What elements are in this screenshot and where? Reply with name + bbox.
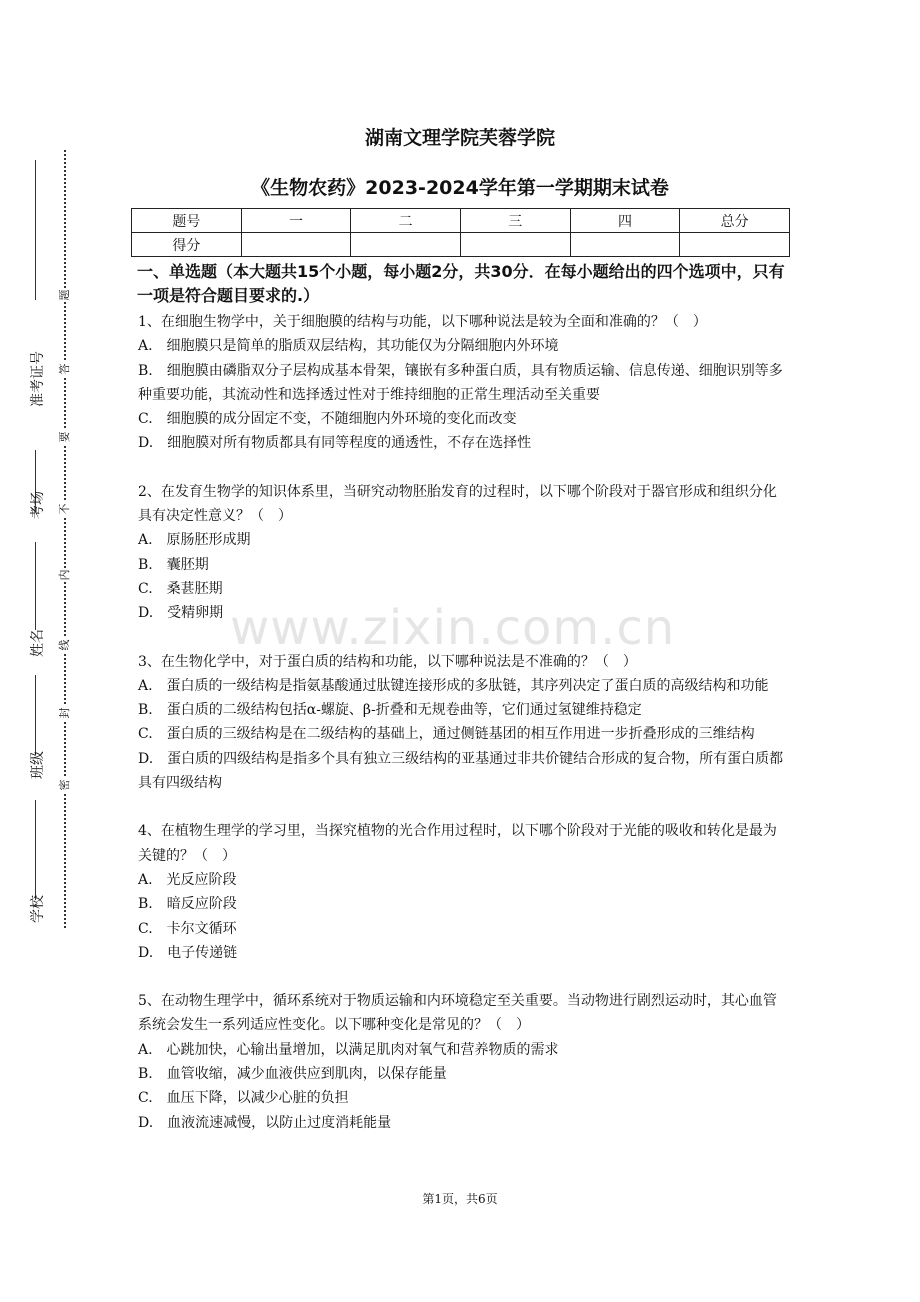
score-cell (680, 233, 790, 257)
sidebar-label-exam-room: 考场 (30, 491, 46, 519)
question-option: C. 蛋白质的三级结构是在二级结构的基础上，通过侧链基团的相互作用进一步折叠形成的三维结构 (138, 726, 755, 743)
question-option: D. 细胞膜对所有物质都具有同等程度的通透性，不存在选择性 (138, 435, 532, 452)
score-table-score-row (132, 233, 790, 257)
seal-char: 题 (58, 289, 71, 301)
question-option: A. 光反应阶段 (138, 871, 237, 888)
question-option: A. 细胞膜只是简单的脂质双层结构，其功能仅为分隔细胞内外环境 (138, 338, 559, 355)
school-title: 湖南文理学院芙蓉学院 (364, 127, 555, 149)
question-stem: 5、在动物生理学中，循环系统对于物质运输和内环境稳定至关重要。当动物进行剧烈运动时，其心血管系统会发生一系列适应性变化。以下哪种变化是常见的？（ ） (138, 993, 777, 1034)
question-option: C. 血压下降，以减少心脏的负担 (138, 1090, 349, 1107)
question (138, 650, 788, 796)
sidebar-label-name: 姓名 (30, 629, 46, 657)
binding-sidebar (0, 150, 80, 940)
score-cell (241, 233, 351, 257)
question-option: C. 桑葚胚期 (138, 580, 223, 597)
question-stem: 1、在细胞生物学中，关于细胞膜的结构与功能，以下哪种说法是较为全面和准确的？（ ） (138, 314, 707, 330)
score-cell: 二 (351, 209, 461, 233)
sidebar-label-class: 班级 (30, 751, 46, 779)
field-line (35, 675, 36, 755)
page-footer: 第1页，共6页 (422, 1192, 498, 1206)
question-option: A. 心跳加快，心输出量增加，以满足肌肉对氧气和营养物质的需求 (138, 1041, 559, 1058)
score-cell: 题号 (132, 209, 242, 233)
score-cell (460, 233, 570, 257)
question-option: C. 细胞膜的成分固定不变，不随细胞内外环境的变化而改变 (138, 411, 517, 428)
seal-line (64, 150, 66, 928)
score-cell: 四 (570, 209, 680, 233)
question-stem: 4、在植物生理学的学习里，当探究植物的光合作用过程时，以下哪个阶段对于光能的吸收和转化是最为关键的？（ ） (138, 823, 777, 864)
seal-char: 密 (58, 779, 71, 791)
section-heading: 一、单选题（本大题共15个小题，每小题2分，共30分．在每小题给出的四个选项中，只有一项是符合题目要求的.） (137, 262, 785, 305)
score-cell: 一 (241, 209, 351, 233)
score-cell: 三 (460, 209, 570, 233)
score-cell: 得分 (132, 233, 242, 257)
question-option: B. 血管收缩，减少血液供应到肌肉，以保存能量 (138, 1066, 447, 1083)
field-line (35, 800, 36, 900)
seal-char: 线 (58, 639, 71, 651)
score-table (131, 208, 790, 257)
question-option: B. 囊胚期 (138, 556, 209, 573)
score-cell: 总分 (680, 209, 790, 233)
question-stem: 2、在发育生物学的知识体系里，当研究动物胚胎发育的过程时，以下哪个阶段对于器官形成和组织分化具有决定性意义？（ ） (138, 483, 777, 525)
seal-char: 内 (58, 569, 71, 581)
question-stem: 3、在生物化学中，对于蛋白质的结构和功能，以下哪种说法是不准确的？（ ） (138, 653, 637, 670)
seal-char: 封 (58, 707, 71, 719)
sidebar-label-school: 学校 (30, 895, 46, 923)
question (138, 310, 788, 456)
seal-char: 答 (58, 363, 71, 375)
question-option: D. 受精卵期 (138, 605, 224, 622)
sidebar-label-exam-number: 准考证号 (30, 351, 46, 407)
watermark: www.zixin.com.cn (230, 600, 676, 656)
score-cell (351, 233, 461, 257)
exam-content (138, 260, 788, 1135)
question-option: D. 蛋白质的四级结构是指多个具有独立三级结构的亚基通过非共价键结合形成的复合物，所有蛋白质都具有四级结构 (138, 750, 784, 792)
score-cell (570, 233, 680, 257)
seal-char: 不 (58, 503, 71, 515)
exam-title: 《生物农药》2023-2024学年第一学期期末试卷 (251, 177, 669, 199)
question (138, 989, 788, 1135)
question-option: B. 蛋白质的二级结构包括α-螺旋、β-折叠和无规卷曲等，它们通过氢键维持稳定 (138, 702, 642, 719)
question-option: B. 细胞膜由磷脂双分子层构成基本骨架，镶嵌有多种蛋白质，具有物质运输、信息传递、细胞识别等多种重要功能，其流动性和选择透过性对于维持细胞的正常生理活动至关重要 (138, 362, 783, 403)
score-table-header-row (132, 209, 790, 233)
seal-char: 要 (58, 431, 71, 443)
field-line (35, 542, 36, 630)
question-option: C. 卡尔文循环 (138, 920, 237, 937)
question (138, 819, 788, 965)
question-option: A. 蛋白质的一级结构是指氨基酸通过肽键连接形成的多肽链，其序列决定了蛋白质的高级结构和功能 (138, 677, 769, 694)
question-option: B. 暗反应阶段 (138, 896, 237, 913)
question-option: D. 电子传递链 (138, 944, 238, 961)
question-option: A. 原肠胚形成期 (138, 532, 251, 549)
question-option: D. 血液流速减慢，以防止过度消耗能量 (138, 1114, 392, 1131)
